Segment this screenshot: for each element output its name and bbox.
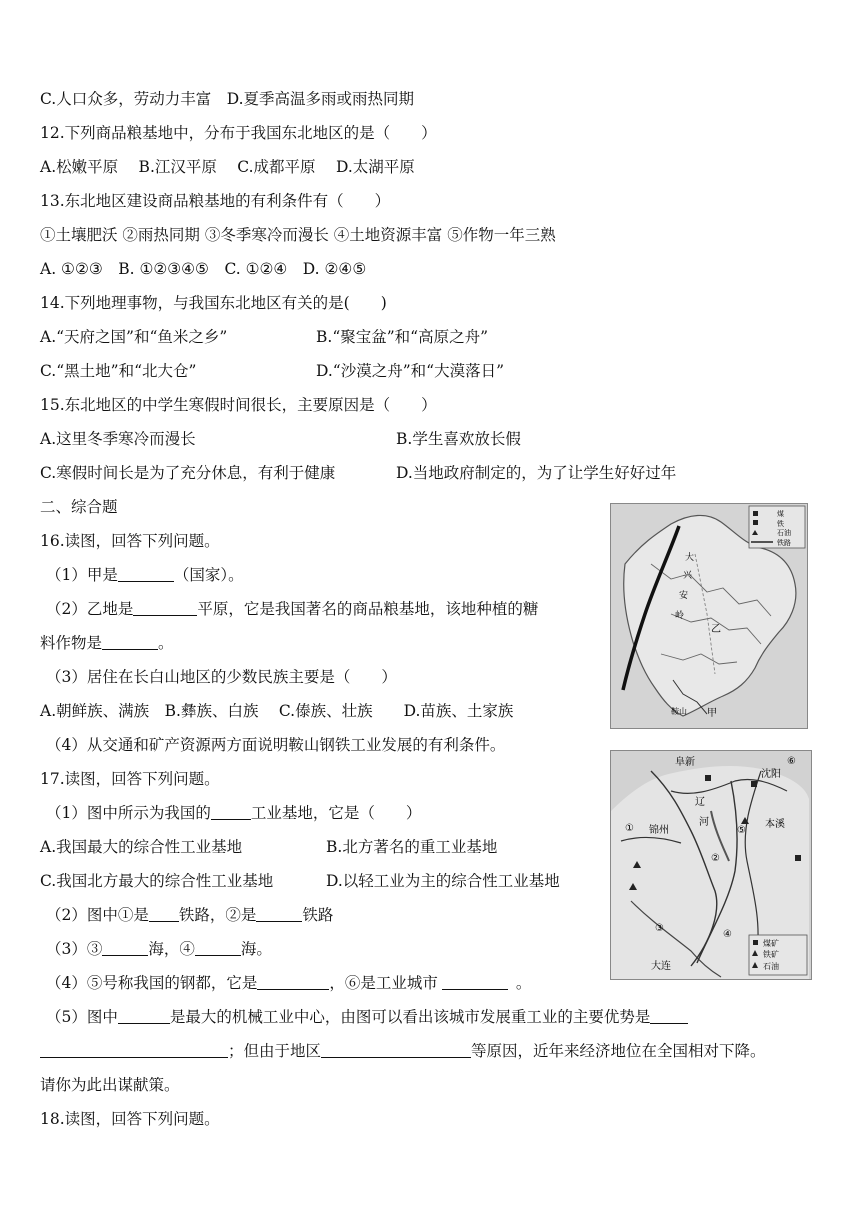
map2-city-label: 本溪 (765, 819, 785, 830)
map1-label: 鞍山 (671, 707, 687, 716)
map2-number: ② (711, 853, 720, 864)
q17-part4-mid: ，⑥是工业城市 (329, 974, 438, 992)
q17-part5-advice: 请你为此出谋献策。 (40, 1076, 180, 1094)
map1-label: 甲 (707, 708, 717, 719)
q17-part3-mid: 海，④ (148, 940, 195, 958)
q14-option-a: A.“天府之国”和“鱼米之乡” (40, 328, 228, 346)
q17-part2-tail: 铁路 (302, 906, 334, 924)
q17-part4 (46, 973, 531, 993)
q15-option-c: C.寒假时间长是为了充分休息，有利于健康 (40, 464, 336, 482)
map1-label: 安 (679, 591, 689, 601)
q16-part2-cont (40, 633, 174, 653)
q16-part1-tail: （国家）。 (173, 566, 244, 584)
q17-part1 (46, 803, 421, 823)
map2-city-label: 沈阳 (761, 769, 781, 780)
q17-part1-text: （1）图中所示为我国的 (46, 804, 211, 822)
q15-option-ab (40, 429, 521, 449)
q17-option-a: A.我国最大的综合性工业基地 (40, 838, 243, 856)
q16-part2-cont-text: 料作物是 (40, 634, 103, 652)
q17-part5-cont (40, 1041, 766, 1061)
map1-label: 兴 (683, 571, 693, 581)
answer-blank[interactable] (321, 1041, 471, 1058)
q16-part2-cont-tail: 。 (158, 634, 174, 652)
q17-part5-text: （5）图中 (46, 1008, 118, 1026)
q14-option-c: C.“黑土地”和“北大仓” (40, 362, 197, 380)
q15-option-cd (40, 463, 676, 483)
q15-option-d: D.当地政府制定的，为了让学生好好过年 (396, 464, 677, 482)
map2-legend-label: 石油 (763, 962, 779, 971)
q17-part5 (46, 1007, 688, 1027)
q13-stem: 13.东北地区建设商品粮基地的有利条件有（ ） (40, 192, 391, 210)
q17-option-c: C.我国北方最大的综合性工业基地 (40, 872, 274, 890)
map2-number: ⑤ (737, 825, 746, 836)
map2-city-label: 锦州 (649, 825, 669, 836)
answer-blank[interactable] (102, 633, 158, 650)
q17-part2 (46, 905, 333, 925)
answer-blank[interactable] (211, 803, 251, 820)
map1-label: 岭 (675, 611, 685, 621)
answer-blank[interactable] (102, 939, 148, 956)
map2-number: ① (625, 823, 634, 834)
coal-mine-icon (795, 855, 801, 861)
map2-number: ⑥ (787, 756, 796, 767)
q13-conditions: ①土壤肥沃 ②雨热同期 ③冬季寒冷而漫长 ④土地资源丰富 ⑤作物一年三熟 (40, 226, 556, 244)
q16-part2-text: （2）乙地是 (46, 600, 134, 618)
coal-mine-legend-icon (753, 940, 758, 945)
q17-part4-text: （4）⑤号称我国的钢都，它是 (46, 974, 258, 992)
q17-part3-tail: 海。 (240, 940, 272, 958)
q17-part5-cont-text: ；但由于地区 (228, 1042, 322, 1060)
answer-blank[interactable] (40, 1041, 228, 1058)
q15-stem: 15.东北地区的中学生寒假时间很长，主要原因是（ ） (40, 396, 437, 414)
q18-stem: 18.读图，回答下列问题。 (40, 1110, 220, 1128)
q14-option-cd (40, 361, 504, 381)
answer-blank[interactable] (650, 1007, 688, 1024)
map2-legend-label: 铁矿 (763, 950, 779, 959)
q16-part4: （4）从交通和矿产资源两方面说明鞍山钢铁工业发展的有利条件。 (46, 736, 506, 754)
q17-stem: 17.读图，回答下列问题。 (40, 770, 220, 788)
answer-blank[interactable] (118, 565, 174, 582)
q17-option-b: B.北方著名的重工业基地 (326, 838, 498, 856)
map1-label: 乙 (711, 624, 721, 635)
map2-legend-label: 煤矿 (763, 939, 779, 948)
q17-option-d: D.以轻工业为主的综合性工业基地 (326, 872, 560, 890)
coal-mine-icon (705, 775, 711, 781)
coal-legend-icon (753, 511, 758, 516)
q17-part3-text: （3）③ (46, 940, 103, 958)
q16-part3-options: A.朝鲜族、满族 B.彝族、白族 C.傣族、壮族 D.苗族、土家族 (40, 702, 514, 720)
map1-legend-label: 石油 (777, 529, 791, 537)
q15-option-b: B.学生喜欢放长假 (396, 430, 521, 448)
coal-mine-icon (751, 781, 757, 787)
q14-option-d: D.“沙漠之舟”和“大漠落日” (316, 362, 504, 380)
q17-part5-cont-tail: 等原因，近年来经济地位在全国相对下降。 (471, 1042, 766, 1060)
answer-blank[interactable] (118, 1007, 170, 1024)
q15-option-a: A.这里冬季寒冷而漫长 (40, 430, 196, 448)
q17-part4-tail: 。 (515, 974, 532, 992)
answer-blank[interactable] (195, 939, 241, 956)
section-title: 二、综合题 (40, 498, 118, 516)
q17-part2-mid: 铁路，②是 (178, 906, 257, 924)
q16-part2-tail: 平原，它是我国著名的商品粮基地，该地种植的糖 (197, 600, 539, 618)
q14-stem: 14.下列地理事物，与我国东北地区有关的是( ) (40, 294, 387, 312)
q17-part1-tail: 工业基地，它是（ ） (250, 804, 422, 822)
answer-blank[interactable] (442, 973, 508, 990)
answer-blank[interactable] (149, 905, 179, 922)
q12-options: A.松嫩平原 B.江汉平原 C.成都平原 D.太湖平原 (40, 158, 415, 176)
map2-label: 辽 (695, 797, 705, 808)
map2-number: ④ (723, 929, 732, 940)
q16-part2 (46, 599, 538, 619)
q17-part2-text: （2）图中①是 (46, 906, 149, 924)
answer-blank[interactable] (133, 599, 197, 616)
map2-number: ③ (655, 923, 664, 934)
q14-option-b: B.“聚宝盆”和“高原之舟” (316, 328, 489, 346)
map1-legend-label: 铁 (777, 520, 784, 528)
iron-legend-icon (753, 520, 758, 525)
q14-option-ab (40, 327, 488, 347)
q16-part3: （3）居住在长白山地区的少数民族主要是（ ） (46, 668, 397, 686)
q11-option-cd: C.人口众多，劳动力丰富 D.夏季高温多雨或雨热同期 (40, 90, 415, 108)
q16-part1-text: （1）甲是 (46, 566, 118, 584)
liaoning-industry-map (610, 750, 812, 980)
q12-stem: 12.下列商品粮基地中，分布于我国东北地区的是（ ） (40, 124, 437, 142)
map1-legend-label: 铁路 (777, 539, 791, 547)
q13-options: A. ①②③ B. ①②③④⑤ C. ①②④ D. ②④⑤ (40, 260, 367, 278)
map1-legend-label: 煤 (777, 510, 784, 518)
map2-city-label: 大连 (651, 961, 671, 972)
q16-part1 (46, 565, 244, 585)
answer-blank[interactable] (257, 973, 329, 990)
map2-city-label: 阜新 (675, 757, 695, 768)
map1-label: 大 (685, 553, 695, 563)
q16-stem: 16.读图，回答下列问题。 (40, 532, 220, 550)
q17-part3 (46, 939, 272, 959)
q17-part5-mid: 是最大的机械工业中心，由图可以看出该城市发展重工业的主要优势是 (169, 1008, 651, 1026)
northeast-china-map (610, 503, 808, 729)
q17-option-cd (40, 871, 560, 891)
answer-blank[interactable] (256, 905, 302, 922)
map2-label: 河 (699, 817, 709, 828)
q17-option-ab (40, 837, 497, 857)
